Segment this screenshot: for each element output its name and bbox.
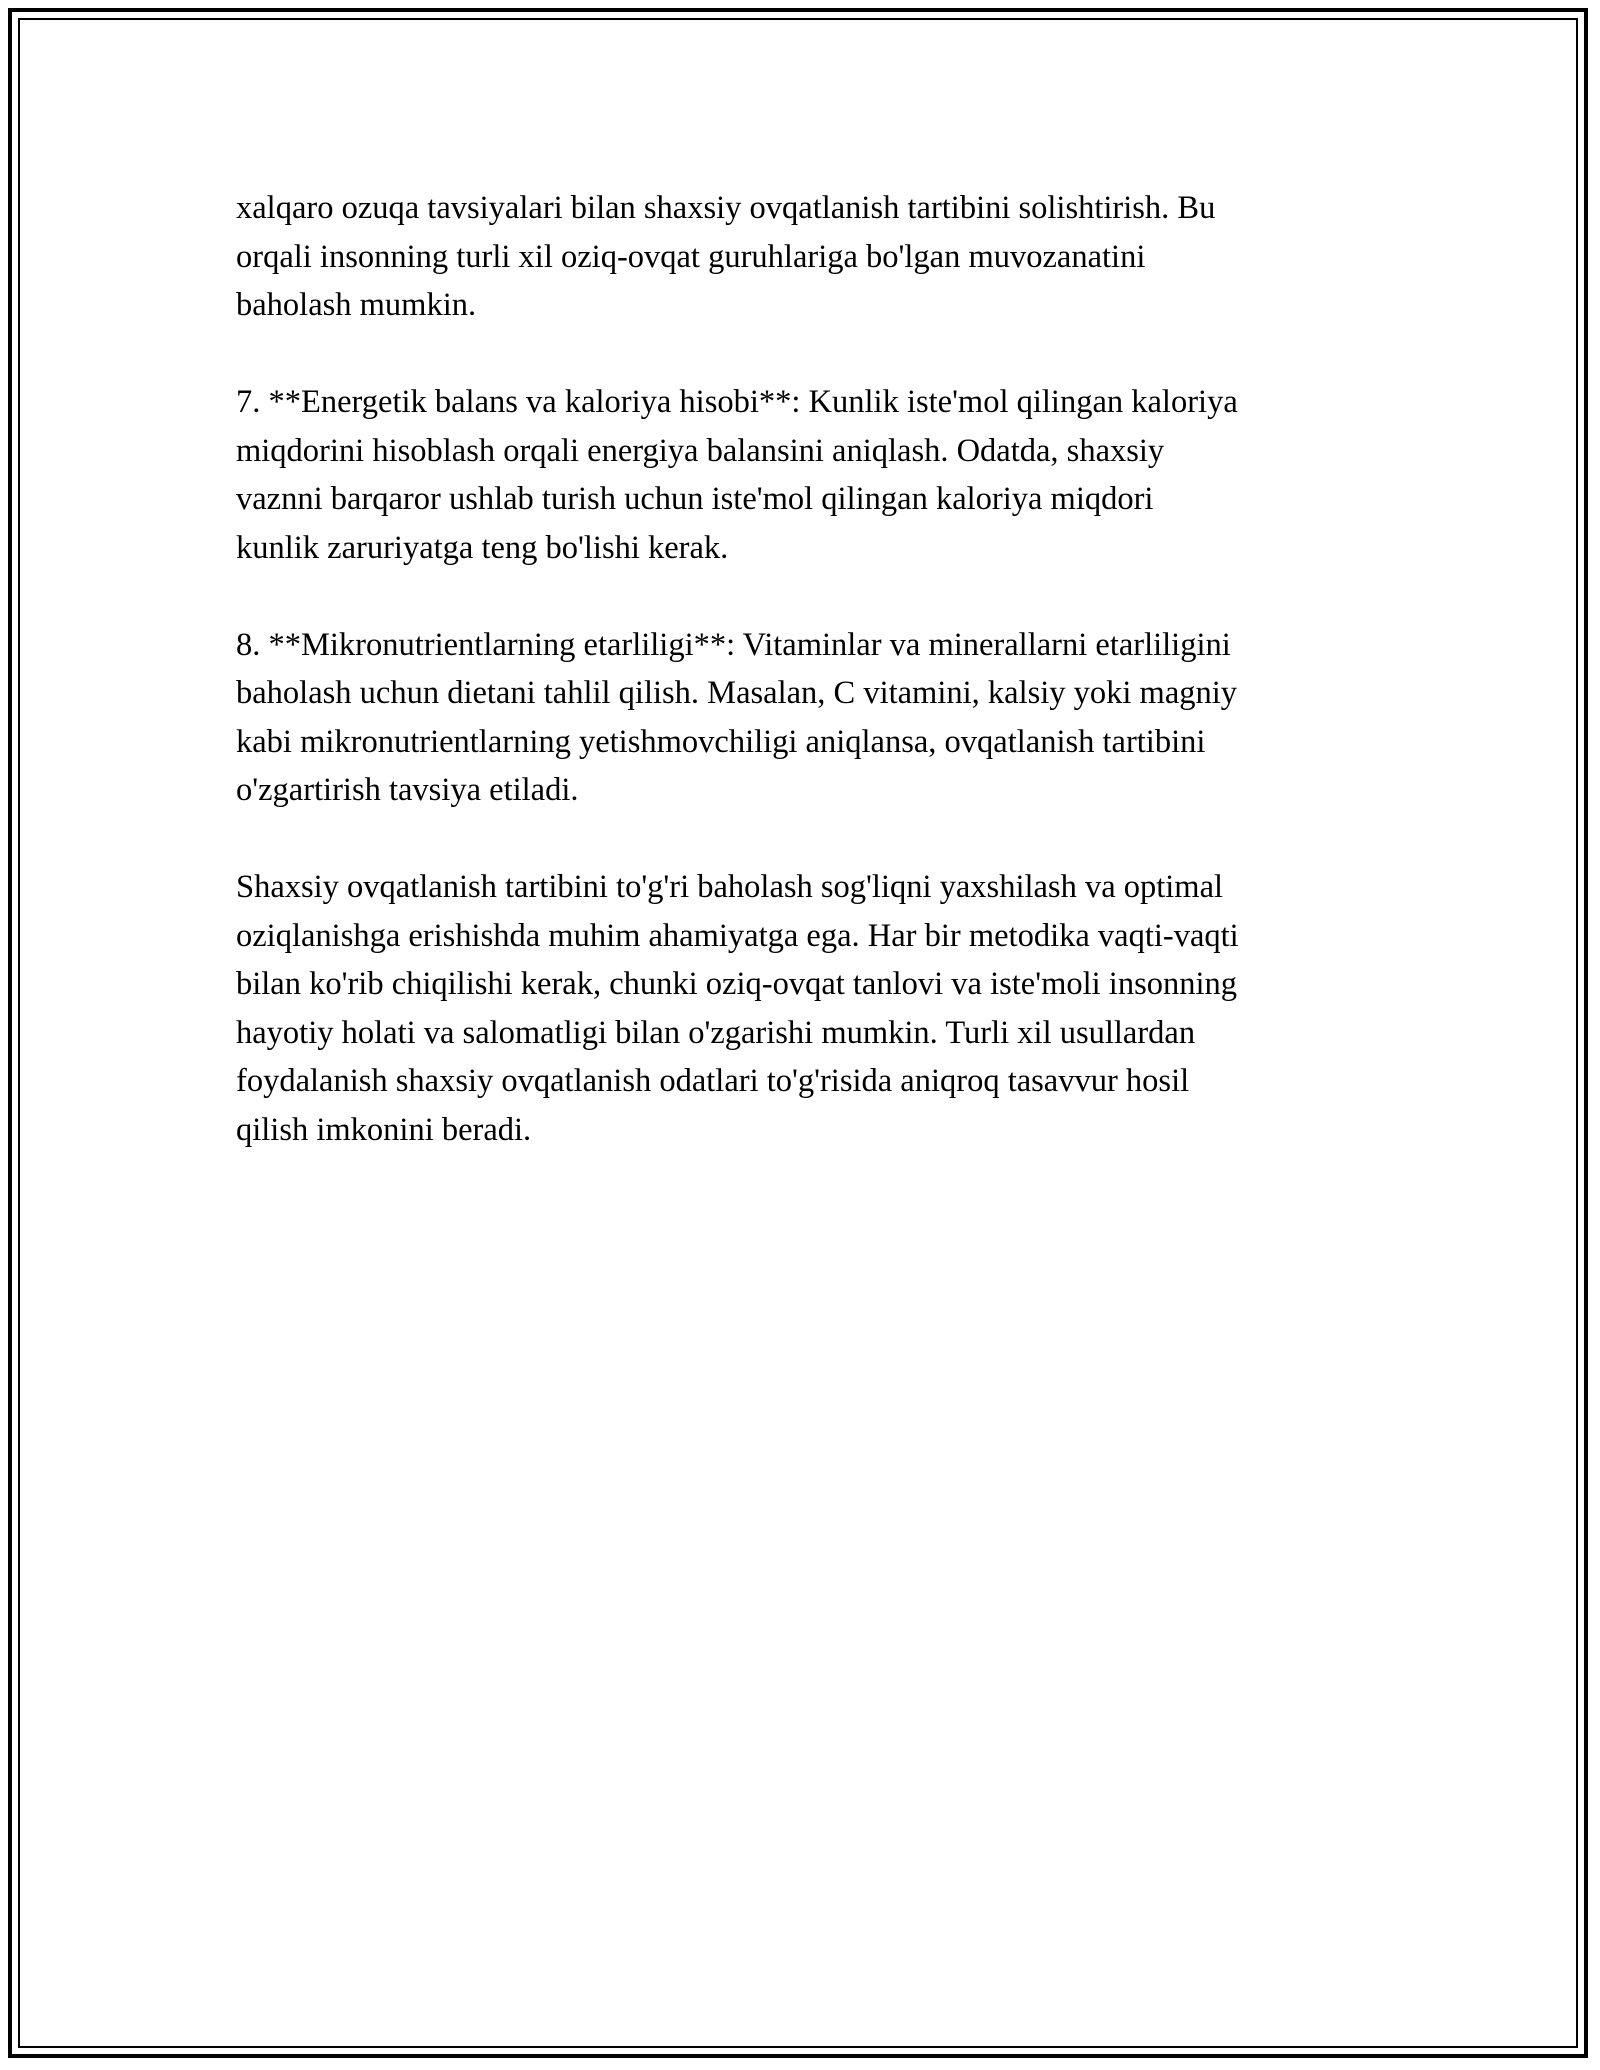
text-line: o'zgartirish tavsiya etiladi. xyxy=(236,772,579,808)
text-line: foydalanish shaxsiy ovqatlanish odatlari to'g'risida aniqroq tasavvur hosil xyxy=(236,1063,1190,1099)
text-line: baholash uchun dietani tahlil qilish. Masalan, C vitamini, kalsiy yoki magniy xyxy=(236,675,1238,711)
paragraph-intro-continuation xyxy=(236,184,1376,330)
text-line: oziqlanishga erishishda muhim ahamiyatga ega. Har bir metodika vaqti-vaqti xyxy=(236,917,1239,954)
text-line: hayotiy holati va salomatligi bilan o'zgarishi mumkin. Turli xil usullardan xyxy=(236,1014,1196,1051)
text-line: Shaxsiy ovqatlanish tartibini to'g'ri baholash sog'liqni yaxshilash va optimal xyxy=(236,869,1224,905)
text-line: qilish imkonini beradi. xyxy=(236,1111,532,1148)
document-body xyxy=(236,184,1376,1203)
text-line: 8. **Mikronutrientlarning etarliligi**: Vitaminlar va minerallarni etarliligini xyxy=(236,626,1231,663)
text-line: xalqaro ozuqa tavsiyalari bilan shaxsiy ovqatlanish tartibini solishtirish. Bu xyxy=(236,190,1216,226)
paragraph-item-8 xyxy=(236,621,1376,815)
text-line: kunlik zaruriyatga teng bo'lishi kerak. xyxy=(236,529,729,566)
text-line: bilan ko'rib chiqilishi kerak, chunki oziq-ovqat tanlovi va iste'moli insonning xyxy=(236,966,1237,1002)
text-line: orqali insonning turli xil oziq-ovqat guruhlariga bo'lgan muvozanatini xyxy=(236,238,1146,275)
text-line: vaznni barqaror ushlab turish uchun iste'mol qilingan kaloriya miqdori xyxy=(236,481,1154,517)
text-line: 7. **Energetik balans va kaloriya hisobi**: Kunlik iste'mol qilingan kaloriya xyxy=(236,384,1238,420)
text-line: baholash mumkin. xyxy=(236,287,477,323)
text-line: kabi mikronutrientlarning yetishmovchiligi aniqlansa, ovqatlanish tartibini xyxy=(236,723,1206,760)
text-line: miqdorini hisoblash orqali energiya balansini aniqlash. Odatda, shaxsiy xyxy=(236,432,1165,469)
paragraph-item-7 xyxy=(236,378,1376,572)
paragraph-conclusion xyxy=(236,863,1376,1154)
